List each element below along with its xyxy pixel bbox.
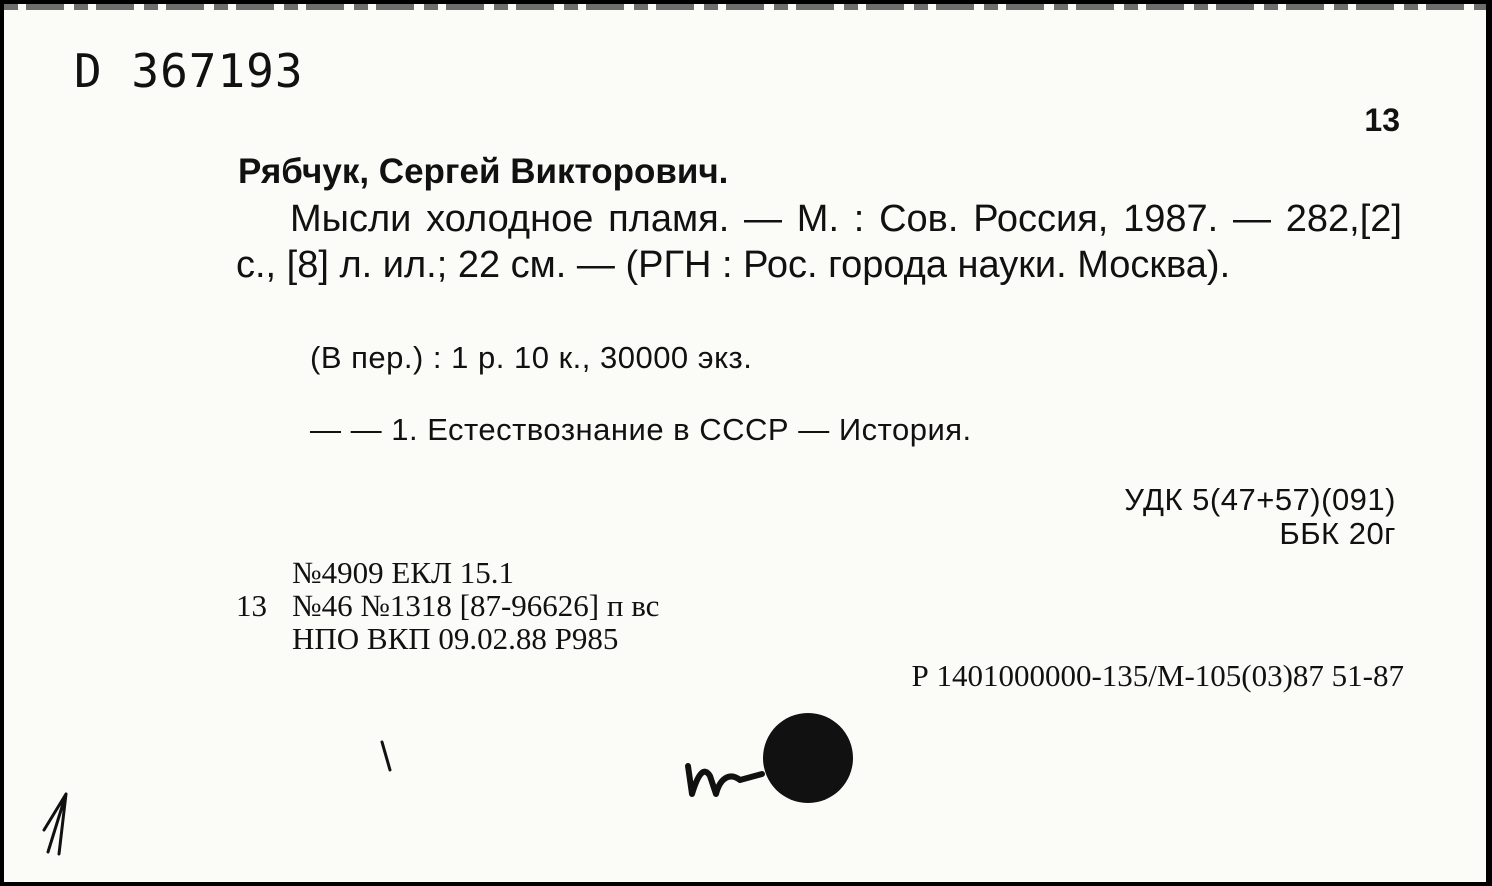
- pencil-tick-mark: [382, 742, 390, 770]
- footer-line-2-lead: 13: [236, 588, 267, 623]
- subject-heading: — — 1. Естествознание в СССР — История.: [310, 412, 972, 447]
- ink-dot: [763, 713, 853, 803]
- bbk-index: ББК 20г: [1279, 516, 1396, 551]
- udk-index: УДК 5(47+57)(091): [1124, 482, 1396, 517]
- card-number: 13: [1364, 102, 1400, 138]
- handwritten-letter-mark: [688, 766, 762, 794]
- footer-line-1: №4909 ЕКЛ 15.1: [292, 555, 514, 590]
- footer-line-2: 13 №46 №1318 [87-96626] п вс: [236, 588, 660, 623]
- handwritten-marks: [4, 4, 1486, 882]
- binding-price-line: (В пер.) : 1 р. 10 к., 30000 экз.: [310, 340, 753, 375]
- publisher-code: Р 1401000000-135/М-105(03)87 51-87: [911, 658, 1404, 693]
- footer-line-3: НПО ВКП 09.02.88 Р985: [292, 621, 619, 656]
- catalog-card: [4, 4, 1486, 882]
- author-heading: Рябчук, Сергей Викторович.: [238, 152, 729, 191]
- bibliographic-description: Мысли холодное пламя. — М. : Сов. Россия, 1987. — 282,[2] с., [8] л. ил.; 22 см. — (РГН : Рос. города науки. Москва).: [236, 198, 1402, 286]
- handwritten-number-mark: [44, 794, 66, 854]
- accession-number: D 367193: [74, 44, 304, 98]
